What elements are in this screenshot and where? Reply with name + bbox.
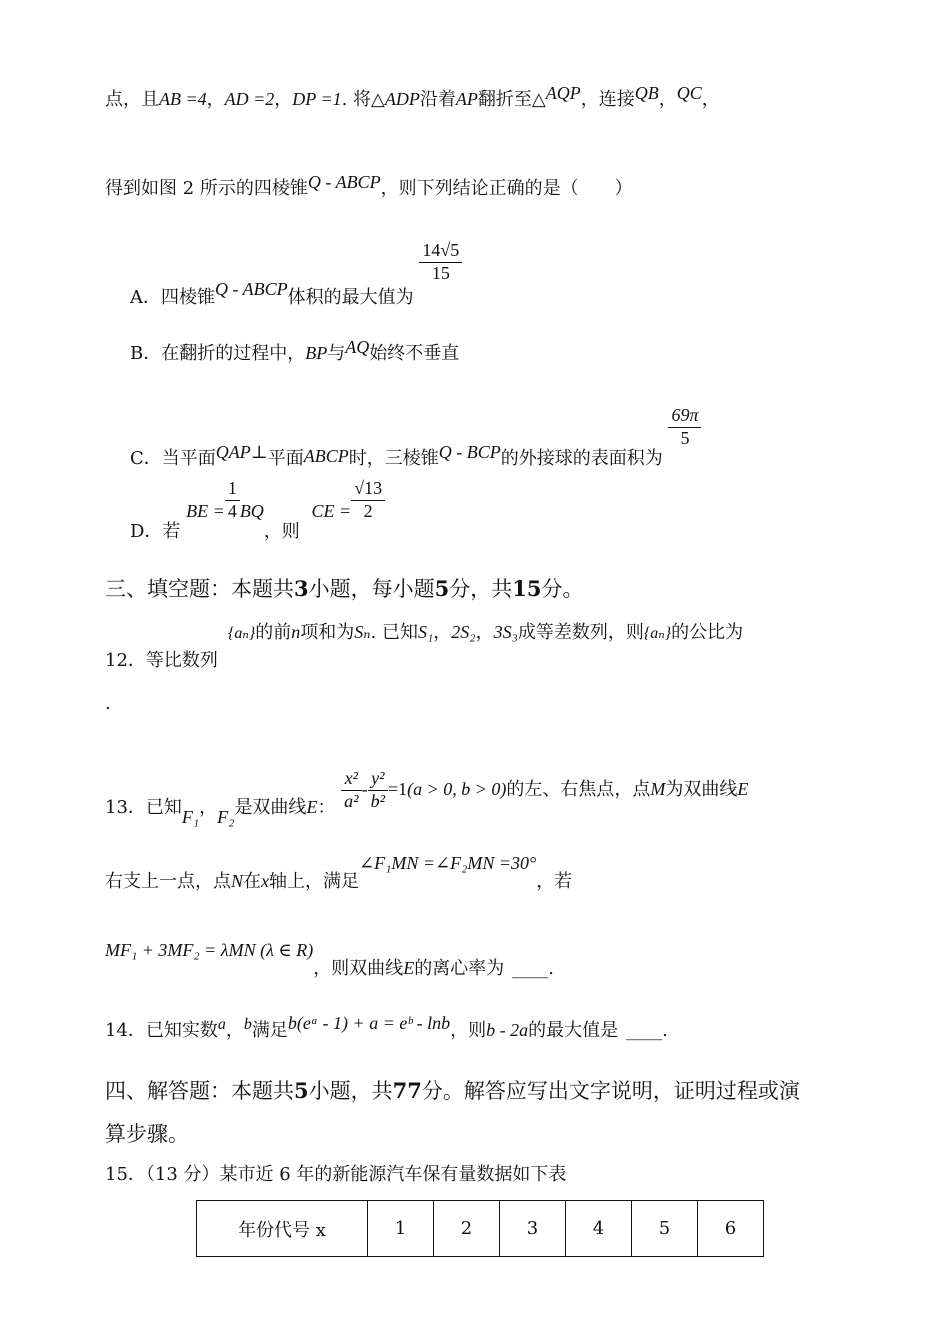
table-cell: 3 xyxy=(500,1201,566,1257)
problem-line-2: 得到如图 2 所示的四棱锥Q - ABCP，则下列结论正确的是（ ） xyxy=(105,172,633,199)
table-header-cell: 年份代号 x xyxy=(197,1201,368,1257)
table-cell: 4 xyxy=(566,1201,632,1257)
q12-label: 12．等比数列 xyxy=(105,650,218,671)
q14-line: 14．已知实数a，b满足b(eᵃ - 1) + a = eᵇ - lnb，则b - 2a的最大值是 ____. xyxy=(105,1013,668,1041)
option-b: B．在翻折的过程中，BP与AQ始终不垂直 xyxy=(130,337,460,364)
q13-line-1: 13．已知F₁，F₂是双曲线E： $\frac{\text{x²}}{\text{a²}}$ - $\frac{\text{y²}}{\text{b²}}$ =1(a > 0, b > 0)的左、右焦点，点M为双曲线E xyxy=(105,768,749,828)
option-d-fraction: $\frac{√13}{2}$ xyxy=(351,478,385,522)
q13-y-fraction: $\frac{\text{y²}}{\text{b²}}$ xyxy=(368,768,388,812)
option-c: C．当平面QAP⊥平面ABCP时，三棱锥Q - BCP的外接球的表面积为 $\frac{69\pi}{5}$ xyxy=(130,405,701,449)
option-c-fraction: $\frac{69\pi}{5}$ xyxy=(668,405,701,449)
q15-stem: 15．（13 分）某市近 6 年的新能源汽车保有量数据如下表 xyxy=(105,1164,567,1185)
problem-line-1: 点，且AB =4，AD =2，DP =1. 将△ADP沿着AP翻折至△AQP，连接QB，QC， xyxy=(105,83,720,110)
section-4-heading-line-2: 算步骤。 xyxy=(105,1122,189,1146)
table-cell: 2 xyxy=(434,1201,500,1257)
table-cell: 1 xyxy=(368,1201,434,1257)
section-3-heading: 三、填空题：本题共3小题，每小题5分，共15分。 xyxy=(105,576,584,601)
q13-line-2: 右支上一点，点N在x轴上，满足∠F₁MN =∠F₂MN =30°，若 xyxy=(105,853,573,892)
q13-x-fraction: $\frac{\text{x²}}{\text{a²}}$ xyxy=(341,768,361,812)
q12-period: . xyxy=(105,693,111,714)
table-cell: 5 xyxy=(632,1201,698,1257)
section-4-heading-line-1: 四、解答题：本题共5小题，共77分。解答应写出文字说明，证明过程或演 xyxy=(105,1078,800,1103)
option-d-quarter: $\frac{1}{4}$ xyxy=(225,478,240,522)
q15-data-table xyxy=(196,1200,764,1257)
option-a: A．四棱锥Q - ABCP体积的最大值为 $\frac{14√5}{15}$ xyxy=(130,242,462,286)
q13-line-3: MF₁ + 3MF₂ = λMN (λ ∈ R)，则双曲线E的离心率为 ____. xyxy=(105,940,554,979)
q12-line-1: {aₙ}的前n项和为Sₙ. 已知S₁，2S₂，3S₃成等差数列，则{aₙ}的公比为 xyxy=(228,622,744,643)
option-d: D．若 BE = $\frac{1}{4}$ BQ，则 CE = $\frac{√13}{2}$ xyxy=(130,478,385,522)
option-a-fraction: $\frac{14√5}{15}$ xyxy=(419,240,462,284)
table-cell: 6 xyxy=(698,1201,764,1257)
table-row xyxy=(197,1201,764,1257)
